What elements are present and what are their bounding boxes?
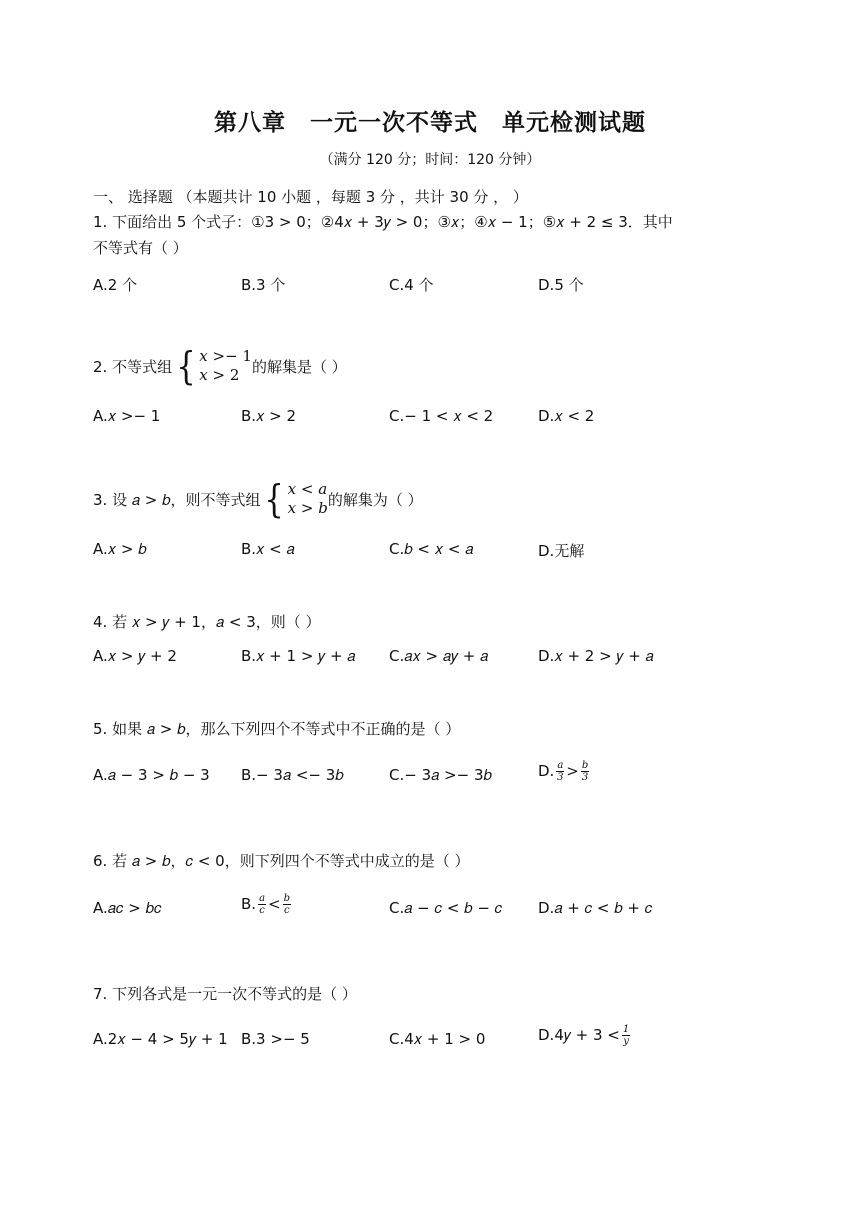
brace-symbol: { [264, 477, 285, 521]
q5-option-b: B.− 3𝑎 <− 3𝑏 [241, 766, 344, 784]
q1-option-b: B.3 个 [241, 276, 286, 294]
q2-system-line1: 𝑥 >− 1 [199, 347, 252, 365]
fraction-denominator: 3 [581, 772, 589, 783]
fraction-numerator: 𝑏 [283, 893, 291, 904]
q6-option-d: D.𝑎 + 𝑐 < 𝑏 + 𝑐 [538, 899, 653, 917]
q2-option-d: D.𝑥 < 2 [538, 407, 595, 425]
q2-prefix: 2. 不等式组 [93, 357, 173, 376]
q4-option-a: A.𝑥 > 𝑦 + 2 [93, 647, 177, 665]
fraction [258, 893, 266, 916]
fraction-denominator: 𝑐 [284, 905, 290, 916]
q6-option-a: A.𝑎𝑐 > 𝑏𝑐 [93, 899, 162, 917]
q2-system [199, 347, 252, 385]
q3-suffix: 的解集为（ ） [327, 490, 423, 509]
q2-suffix: 的解集是（ ） [251, 357, 347, 376]
q3-stem [93, 477, 423, 521]
q1-stem-line2: 不等式有（ ） [93, 239, 188, 257]
q5-option-d-label: D. [538, 762, 555, 780]
q5-option-c: C.− 3𝑎 >− 3𝑏 [389, 766, 492, 784]
q3-system-line2: 𝑥 > 𝑏 [287, 499, 328, 517]
q3-system-line1: 𝑥 < 𝑎 [287, 480, 328, 498]
page-title: 第八章 一元一次不等式 单元检测试题 [214, 110, 646, 136]
q7-option-d [538, 1024, 632, 1047]
q3-option-b: B.𝑥 < 𝑎 [241, 540, 295, 558]
q4-option-b: B.𝑥 + 1 > 𝑦 + 𝑎 [241, 647, 356, 665]
q1-stem-line1: 1. 下面给出 5 个式子：①3 > 0；②4𝑥 + 3𝑦 > 0；③𝑥；④𝑥 − 1；⑤𝑥 + 2 ≤ 3．其中 [93, 213, 673, 231]
fraction-numerator: 𝑏 [581, 760, 589, 771]
q3-prefix: 3. 设 𝑎 > 𝑏，则不等式组 [93, 490, 261, 509]
q7-stem: 7. 下列各式是一元一次不等式的是（ ） [93, 985, 357, 1003]
q3-option-c: C.𝑏 < 𝑥 < 𝑎 [389, 540, 474, 558]
q5-option-d [538, 760, 591, 783]
page-subtitle: （满分 120 分；时间：120 分钟） [319, 152, 541, 168]
fraction-numerator: 𝑎 [557, 760, 564, 771]
q1-option-c: C.4 个 [389, 276, 434, 294]
fraction-numerator: 1 [622, 1024, 630, 1035]
section-heading: 一、 选择题 （本题共计 10 小题 ，每题 3 分 ，共计 30 分 ， ） [93, 188, 528, 206]
q4-option-d: D.𝑥 + 2 > 𝑦 + 𝑎 [538, 647, 654, 665]
q2-system-line2: 𝑥 > 2 [199, 366, 240, 384]
q2-stem [93, 344, 347, 388]
q6-option-c: C.𝑎 − 𝑐 < 𝑏 − 𝑐 [389, 899, 503, 917]
q7-option-c: C.4𝑥 + 1 > 0 [389, 1030, 486, 1048]
q2-option-c: C.− 1 < 𝑥 < 2 [389, 407, 494, 425]
operator: < [268, 895, 281, 913]
q1-option-d: D.5 个 [538, 276, 584, 294]
operator: > [566, 762, 579, 780]
q3-system [288, 480, 328, 518]
q6-stem: 6. 若 𝑎 > 𝑏，𝑐 < 0，则下列四个不等式中成立的是（ ） [93, 852, 470, 870]
q5-stem: 5. 如果 𝑎 > 𝑏，那么下列四个不等式中不正确的是（ ） [93, 720, 461, 738]
q4-option-c: C.𝑎𝑥 > 𝑎𝑦 + 𝑎 [389, 647, 489, 665]
fraction-denominator: 𝑐 [259, 905, 265, 916]
q2-option-b: B.𝑥 > 2 [241, 407, 297, 425]
fraction [283, 893, 291, 916]
fraction-numerator: 𝑎 [259, 893, 266, 904]
brace-symbol: { [176, 344, 196, 388]
fraction [581, 760, 589, 783]
q5-option-a: A.𝑎 − 3 > 𝑏 − 3 [93, 766, 210, 784]
q3-option-a: A.𝑥 > 𝑏 [93, 540, 147, 558]
q6-option-b [241, 893, 293, 916]
fraction [622, 1024, 630, 1047]
q2-option-a: A.𝑥 >− 1 [93, 407, 161, 425]
fraction-denominator: 3 [557, 772, 564, 783]
q3-option-d: D.无解 [538, 542, 585, 560]
q7-option-d-label: D.4𝑦 + 3 < [538, 1026, 620, 1044]
q1-option-a: A.2 个 [93, 276, 138, 294]
fraction-denominator: 𝑦 [623, 1036, 629, 1047]
q7-option-b: B.3 >− 5 [241, 1030, 310, 1048]
q4-stem: 4. 若 𝑥 > 𝑦 + 1，𝑎 < 3，则（ ） [93, 613, 321, 631]
q6-option-b-label: B. [241, 895, 257, 913]
fraction [556, 760, 564, 783]
q7-option-a: A.2𝑥 − 4 > 5𝑦 + 1 [93, 1030, 228, 1048]
